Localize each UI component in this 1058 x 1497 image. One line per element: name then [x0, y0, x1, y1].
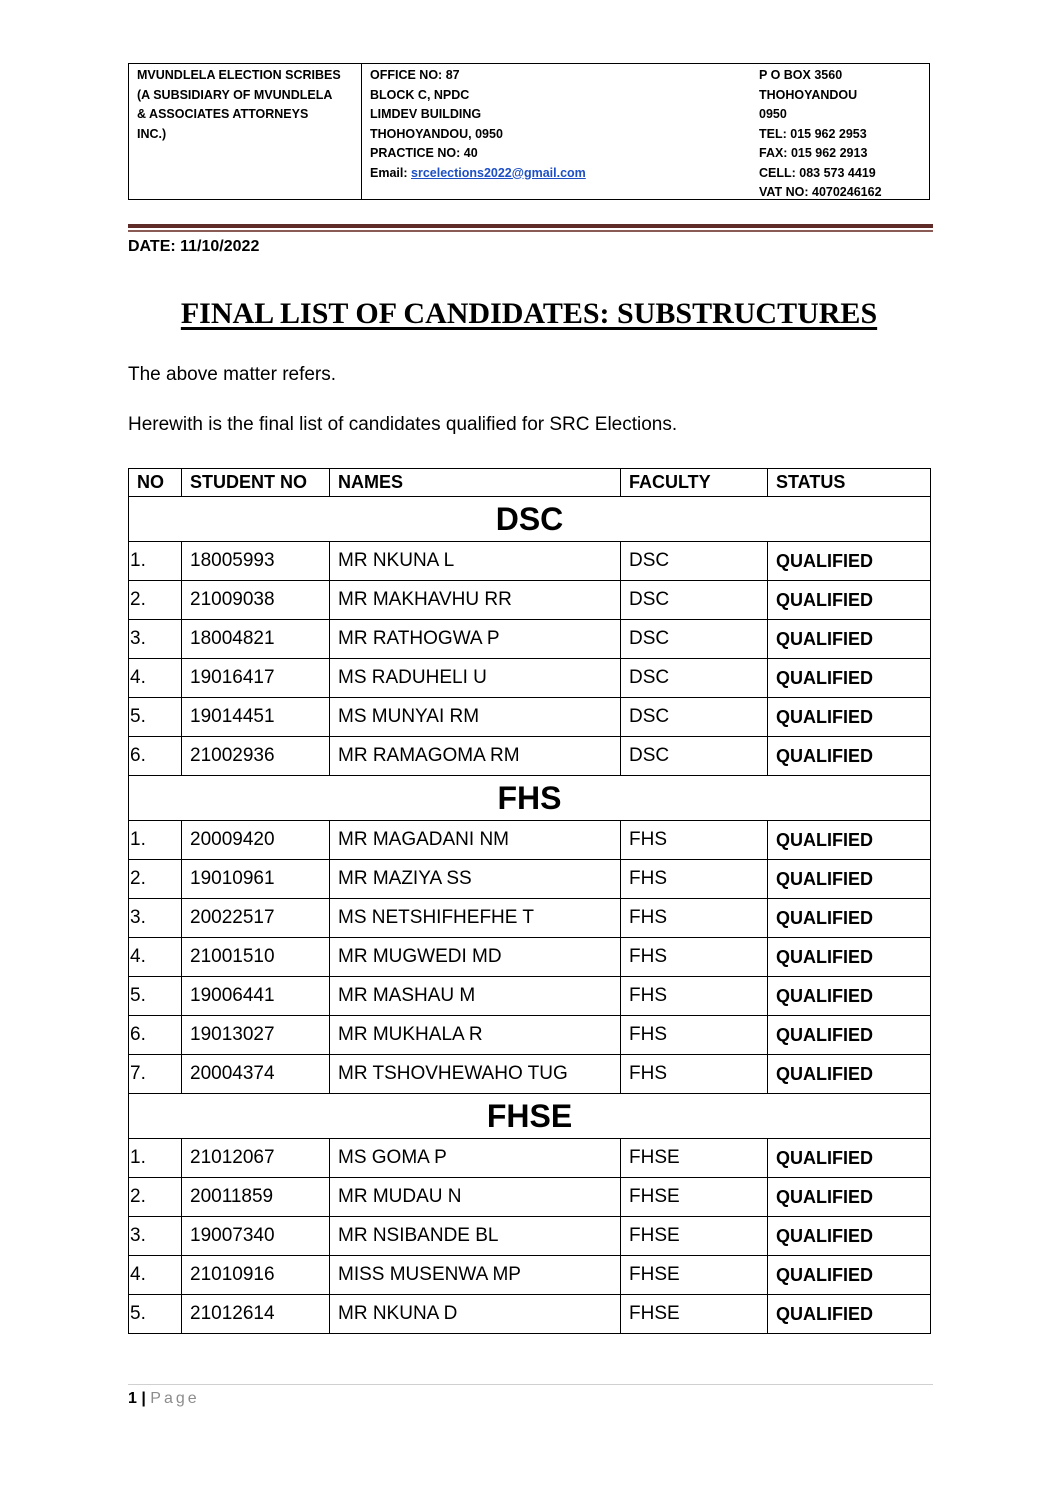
- cell-name: MR MUKHALA R: [330, 1016, 621, 1055]
- firm-line: MVUNDLELA ELECTION SCRIBES: [137, 68, 341, 82]
- cell-no: 1.: [129, 1139, 182, 1178]
- cell-status: QUALIFIED: [768, 1055, 931, 1094]
- cell-status: QUALIFIED: [768, 1256, 931, 1295]
- faculty-group-row: [129, 497, 931, 542]
- header-status: STATUS: [768, 469, 931, 497]
- contact-line: VAT NO: 4070246162: [759, 185, 882, 199]
- cell-student-no: 19014451: [182, 698, 330, 737]
- cell-no: 6.: [129, 1016, 182, 1055]
- table-row: [129, 659, 931, 698]
- cell-no: 2.: [129, 860, 182, 899]
- cell-status: QUALIFIED: [768, 821, 931, 860]
- cell-no: 6.: [129, 737, 182, 776]
- email-line: [370, 164, 741, 184]
- table-row: [129, 1256, 931, 1295]
- cell-name: MR MUGWEDI MD: [330, 938, 621, 977]
- letterhead-office: [362, 64, 749, 199]
- cell-no: 4.: [129, 938, 182, 977]
- cell-student-no: 21012614: [182, 1295, 330, 1334]
- contact-line: THOHOYANDOU: [759, 87, 858, 102]
- faculty-group-heading: FHS: [129, 776, 931, 821]
- office-line: BLOCK C, NPDC: [370, 87, 470, 102]
- cell-faculty: FHSE: [621, 1178, 768, 1217]
- cell-student-no: 19006441: [182, 977, 330, 1016]
- office-line: THOHOYANDOU, 0950: [370, 126, 503, 141]
- cell-student-no: 19013027: [182, 1016, 330, 1055]
- cell-status: QUALIFIED: [768, 860, 931, 899]
- cell-faculty: FHS: [621, 899, 768, 938]
- table-row: [129, 737, 931, 776]
- page-footer: [128, 1390, 200, 1408]
- table-row: [129, 1055, 931, 1094]
- email-label: Email:: [370, 165, 411, 180]
- cell-no: 3.: [129, 620, 182, 659]
- table-row: [129, 977, 931, 1016]
- cell-faculty: FHS: [621, 860, 768, 899]
- header-names: NAMES: [330, 469, 621, 497]
- contact-line: CELL: 083 573 4419: [759, 165, 876, 180]
- cell-faculty: FHS: [621, 938, 768, 977]
- cell-student-no: 21001510: [182, 938, 330, 977]
- table-header-row: [129, 469, 931, 497]
- cell-name: MR MUDAU N: [330, 1178, 621, 1217]
- cell-name: MR MAZIYA SS: [330, 860, 621, 899]
- cell-name: MS RADUHELI U: [330, 659, 621, 698]
- table-row: [129, 698, 931, 737]
- cell-student-no: 19007340: [182, 1217, 330, 1256]
- cell-no: 4.: [129, 1256, 182, 1295]
- cell-status: QUALIFIED: [768, 1217, 931, 1256]
- header-no: NO: [129, 469, 182, 497]
- cell-status: QUALIFIED: [768, 659, 931, 698]
- table-row: [129, 899, 931, 938]
- cell-name: MS MUNYAI RM: [330, 698, 621, 737]
- contact-line: P O BOX 3560: [759, 68, 843, 82]
- cell-status: QUALIFIED: [768, 899, 931, 938]
- cell-student-no: 20022517: [182, 899, 330, 938]
- cell-faculty: DSC: [621, 698, 768, 737]
- cell-faculty: FHS: [621, 821, 768, 860]
- office-line: OFFICE NO: 87: [370, 68, 460, 82]
- header-divider: [128, 224, 933, 228]
- cell-status: QUALIFIED: [768, 1178, 931, 1217]
- cell-status: QUALIFIED: [768, 938, 931, 977]
- cell-no: 7.: [129, 1055, 182, 1094]
- table-row: [129, 938, 931, 977]
- cell-faculty: DSC: [621, 620, 768, 659]
- faculty-group-heading: FHSE: [129, 1094, 931, 1139]
- firm-line: & ASSOCIATES ATTORNEYS: [137, 107, 309, 121]
- faculty-group-row: [129, 776, 931, 821]
- office-line: PRACTICE NO: 40: [370, 146, 478, 160]
- document-title: FINAL LIST OF CANDIDATES: SUBSTRUCTURES: [180, 297, 878, 330]
- cell-status: QUALIFIED: [768, 542, 931, 581]
- cell-faculty: FHSE: [621, 1256, 768, 1295]
- letterhead: [128, 63, 930, 200]
- cell-student-no: 18004821: [182, 620, 330, 659]
- cell-student-no: 19010961: [182, 860, 330, 899]
- cell-faculty: DSC: [621, 542, 768, 581]
- cell-no: 1.: [129, 821, 182, 860]
- email-link[interactable]: srcelections2022@gmail.com: [411, 165, 586, 180]
- cell-name: MR NSIBANDE BL: [330, 1217, 621, 1256]
- cell-student-no: 21009038: [182, 581, 330, 620]
- cell-name: MR MAKHAVHU RR: [330, 581, 621, 620]
- table-row: [129, 1217, 931, 1256]
- candidates-table: [128, 468, 931, 1334]
- cell-no: 2.: [129, 1178, 182, 1217]
- cell-name: MISS MUSENWA MP: [330, 1256, 621, 1295]
- cell-student-no: 19016417: [182, 659, 330, 698]
- cell-name: MR MAGADANI NM: [330, 821, 621, 860]
- page-separator: |: [136, 1390, 151, 1407]
- header-faculty: FACULTY: [621, 469, 768, 497]
- contact-line: FAX: 015 962 2913: [759, 146, 868, 160]
- table-row: [129, 1295, 931, 1334]
- contact-line: TEL: 015 962 2953: [759, 126, 867, 141]
- cell-no: 3.: [129, 899, 182, 938]
- table-row: [129, 1139, 931, 1178]
- table-row: [129, 1178, 931, 1217]
- office-line: LIMDEV BUILDING: [370, 107, 482, 121]
- cell-faculty: FHSE: [621, 1139, 768, 1178]
- table-row: [129, 581, 931, 620]
- cell-faculty: FHS: [621, 1016, 768, 1055]
- cell-name: MS GOMA P: [330, 1139, 621, 1178]
- cell-student-no: 21012067: [182, 1139, 330, 1178]
- cell-status: QUALIFIED: [768, 698, 931, 737]
- document-date: DATE: 11/10/2022: [128, 238, 260, 255]
- firm-line: INC.): [137, 126, 167, 141]
- firm-line: (A SUBSIDIARY OF MVUNDLELA: [137, 87, 333, 102]
- table-row: [129, 620, 931, 659]
- cell-status: QUALIFIED: [768, 1295, 931, 1334]
- header-divider-thin: [128, 230, 933, 232]
- table-body: [129, 497, 931, 1334]
- cell-student-no: 18005993: [182, 542, 330, 581]
- cell-status: QUALIFIED: [768, 620, 931, 659]
- contact-line: 0950: [759, 107, 787, 121]
- page-word: Page: [150, 1390, 200, 1407]
- footer-divider: [128, 1384, 933, 1385]
- page-number: 1: [128, 1390, 137, 1407]
- cell-no: 2.: [129, 581, 182, 620]
- cell-name: MR NKUNA L: [330, 542, 621, 581]
- cell-status: QUALIFIED: [768, 581, 931, 620]
- cell-student-no: 20009420: [182, 821, 330, 860]
- letterhead-contact: [749, 64, 929, 199]
- table-row: [129, 821, 931, 860]
- cell-status: QUALIFIED: [768, 1139, 931, 1178]
- cell-faculty: DSC: [621, 581, 768, 620]
- cell-name: MR NKUNA D: [330, 1295, 621, 1334]
- cell-no: 5.: [129, 1295, 182, 1334]
- body-paragraph: Herewith is the final list of candidates qualified for SRC Elections.: [128, 414, 678, 435]
- cell-faculty: DSC: [621, 737, 768, 776]
- cell-name: MS NETSHIFHEFHE T: [330, 899, 621, 938]
- cell-no: 3.: [129, 1217, 182, 1256]
- cell-name: MR TSHOVHEWAHO TUG: [330, 1055, 621, 1094]
- cell-no: 5.: [129, 698, 182, 737]
- cell-no: 5.: [129, 977, 182, 1016]
- table-row: [129, 860, 931, 899]
- cell-student-no: 20011859: [182, 1178, 330, 1217]
- table-row: [129, 542, 931, 581]
- cell-student-no: 20004374: [182, 1055, 330, 1094]
- cell-faculty: FHS: [621, 1055, 768, 1094]
- cell-faculty: FHSE: [621, 1295, 768, 1334]
- cell-name: MR MASHAU M: [330, 977, 621, 1016]
- header-student-no: STUDENT NO: [182, 469, 330, 497]
- cell-no: 4.: [129, 659, 182, 698]
- cell-status: QUALIFIED: [768, 977, 931, 1016]
- intro-paragraph: The above matter refers.: [128, 364, 337, 385]
- cell-faculty: FHS: [621, 977, 768, 1016]
- cell-student-no: 21002936: [182, 737, 330, 776]
- cell-no: 1.: [129, 542, 182, 581]
- cell-faculty: DSC: [621, 659, 768, 698]
- cell-status: QUALIFIED: [768, 737, 931, 776]
- cell-name: MR RATHOGWA P: [330, 620, 621, 659]
- letterhead-firm: [129, 64, 362, 199]
- cell-status: QUALIFIED: [768, 1016, 931, 1055]
- faculty-group-row: [129, 1094, 931, 1139]
- table-row: [129, 1016, 931, 1055]
- cell-student-no: 21010916: [182, 1256, 330, 1295]
- cell-faculty: FHSE: [621, 1217, 768, 1256]
- faculty-group-heading: DSC: [129, 497, 931, 542]
- cell-name: MR RAMAGOMA RM: [330, 737, 621, 776]
